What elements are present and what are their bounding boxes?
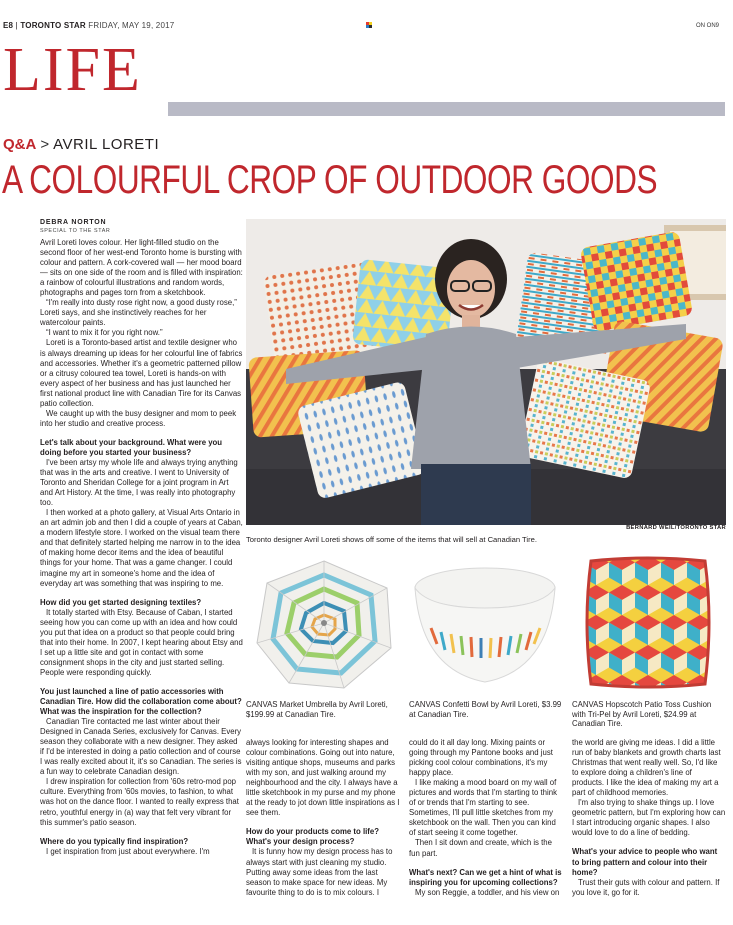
- folio-left: E8 | TORONTO STAR FRIDAY, MAY 19, 2017: [3, 21, 175, 30]
- article-paragraph: Trust their guts with colour and pattern. If you love it, go for it.: [572, 877, 720, 897]
- umbrella-caption: CANVAS Market Umbrella by Avril Loreti, $199.99 at Canadian Tire.: [246, 700, 388, 719]
- photo-caption: Toronto designer Avril Loreti shows off some of the items that will sell at Canadian Tire.: [246, 535, 537, 544]
- section-rule: [168, 102, 725, 116]
- article-paragraph: Canadian Tire contacted me last winter about their Designed in Canada Series, exclusively for Canvas. Every season they collaborate with a new designer. They asked if I'd be interested in doing a patio collection and of course I was really excited about it, it's so Canadian. The series is a fun way to celebrate Canadian design.: [40, 717, 242, 777]
- question-heading: What's your advice to people who want to bring pattern and colour into their home?: [572, 847, 718, 877]
- article-column-3: [409, 738, 563, 898]
- article-column-4: [572, 738, 726, 898]
- bowl-caption: CANVAS Confetti Bowl by Avril Loreti, $3.99 at Canadian Tire.: [409, 700, 562, 719]
- bowl-icon: [411, 560, 559, 692]
- headline: A COLOURFUL CROP OF OUTDOOR GOODS: [2, 158, 658, 202]
- article-paragraph: could do it all day long. Mixing paints or going through my Pantone books and just picking cool colour combinations, it's my happy place.: [409, 738, 553, 778]
- article-paragraph: “I'm really into dusty rose right now, a good dusty rose,” Loreti says, and she instinctively reaches for her watercolour paints.: [40, 298, 237, 328]
- photo-credit: BERNARD WEIL/TORONTO STAR: [626, 525, 726, 531]
- page-number: E8: [3, 21, 14, 30]
- registration-mark-icon: [366, 22, 373, 29]
- article-paragraph: Avril Loreti loves colour. Her light-filled studio on the second floor of her west-end Toronto home is bursting with colour and pattern. A cork-covered wall — her mood board — sits on one side of the room and is filled with inspiration: a rainbow of colourful illustrations and random words, photographs and pages torn from a sketchbook.: [40, 238, 243, 298]
- edition-code: ON ON9: [695, 23, 719, 29]
- article-paragraph: My son Reggie, a toddler, and his view on: [415, 887, 560, 897]
- article-paragraph: It is funny how my design process has to always start with just cleaning my studio. Putting away some ideas from the last season to make space for new ideas. My favourite thing to do is to mix colours. I: [246, 847, 393, 897]
- article-paragraph: I like making a mood board on my wall of pictures and words that I'm starting to think of or trends that I'm starting to see. Sometimes, I'll pull little sketches from my sketchbook on the wall. Then you can kind of start seeing it come together.: [409, 778, 557, 838]
- question-heading: How do your products come to life? What's your design process?: [246, 827, 379, 847]
- cushion-image: [583, 555, 713, 690]
- cushion-icon: [583, 555, 713, 690]
- question-heading: Let's talk about your background. What were you doing before you started your business?: [40, 437, 223, 457]
- main-photo: [246, 219, 726, 525]
- kicker-separator: >: [40, 136, 50, 153]
- question-heading: Where do you typically find inspiration?: [40, 836, 189, 846]
- article-paragraph: It totally started with Etsy. Because of Caban, I started seeing how you can come up with an idea and how could you put that idea on a product so that people could bring that into their home. In 2007, I kept hearing about Etsy and I set up a little site and got in contact with some consignment shops in the city and just started selling. People were responding quickly.: [40, 607, 243, 677]
- kicker-name: AVRIL LORETI: [53, 136, 160, 153]
- question-heading: You just launched a line of patio accessories with Canadian Tire. How did the collaboration come about? What was the inspiration for the collection?: [40, 686, 242, 717]
- bowl-image: [411, 560, 559, 692]
- article-paragraph: I then worked at a photo gallery, at Visual Arts Ontario in an art admin job and then I did a couple of years at Caban, a modern lifestyle store. I worked on the visual team there and that definitely started helping me narrow in to the idea of making home decor items and the idea of beautiful things for your home. That was a game changer. I could imagine my art in someone's home and the idea of everyday art was something that was inspiring to me.: [40, 508, 243, 588]
- kicker: [3, 137, 159, 153]
- umbrella-icon: [249, 553, 399, 695]
- byline-role: SPECIAL TO THE STAR: [40, 228, 111, 234]
- article-paragraph: I've been artsy my whole life and always trying anything that was in the arts and creative. I went to University of Toronto and Sheridan College for a joint program in Art and Art History. At the time, I was really into photography too.: [40, 457, 238, 508]
- question-heading: How did you get started designing textiles?: [40, 597, 202, 607]
- kicker-label: Q&A: [3, 136, 37, 153]
- article-paragraph: I'm also trying to shake things up. I love geometric pattern, but I'm exploring how can I start introducing organic shapes. I also would love to do a line of bedding.: [572, 798, 726, 838]
- article-paragraph: We caught up with the busy designer and mom to peek into her studio and creative process.: [40, 408, 237, 428]
- section-title: LIFE: [3, 36, 142, 104]
- cushion-caption: CANVAS Hopscotch Patio Toss Cushion with Tri-Pel by Avril Loreti, $24.99 at Canadian Tire.: [572, 700, 712, 729]
- article-paragraph: Loreti is a Toronto-based artist and textile designer who is always dreaming up ideas for her colourful line of fabrics and accessories. Whether it's a geometric patterned pillow or a citrusy coloured tea towel, Loreti is hands-on with every aspect of her business and has just launched her first national product line with Canadian Tire for its Canvas patio collection.: [40, 338, 243, 408]
- paper-name: TORONTO STAR: [20, 21, 86, 30]
- folio-bar: [0, 0, 733, 34]
- article-paragraph: “I want to mix it for you right now.”: [46, 328, 163, 338]
- article-paragraph: always looking for interesting shapes and colour combinations. Going out into nature, visiting antique shops, museums and parks with my son, and just walking around my neighbourhood and the city. I always have a little sketchbook in my purse and my phone at the ready to jot down little inspirations as I see them.: [246, 738, 400, 818]
- article-column-1: [40, 238, 243, 857]
- umbrella-image: [249, 553, 399, 695]
- question-heading: What's next? Can we get a hint of what is inspiring you for upcoming collections?: [409, 867, 562, 887]
- article-paragraph: Then I sit down and create, which is the fun part.: [409, 838, 552, 858]
- article-paragraph: I drew inspiration for collection from '60s retro-mod pop culture. Everything from '60s movies, to fashion, to what was hot on the dance floor. I wanted to really express that retro, youthful energy in (a) way that felt very vibrant for this summer's patio season.: [40, 777, 239, 827]
- issue-date: FRIDAY, MAY 19, 2017: [88, 21, 175, 30]
- byline-author: DEBRA NORTON: [40, 219, 107, 226]
- article-paragraph: I get inspiration from just about everywhere. I'm: [46, 846, 210, 856]
- article-paragraph: the world are giving me ideas. I did a little run of baby blankets and growth charts last Christmas that went really well. So, I'd like to explore doing a children's line of products. I like the idea of making my art a part of childhood memories.: [572, 738, 721, 798]
- article-column-2: [246, 738, 400, 898]
